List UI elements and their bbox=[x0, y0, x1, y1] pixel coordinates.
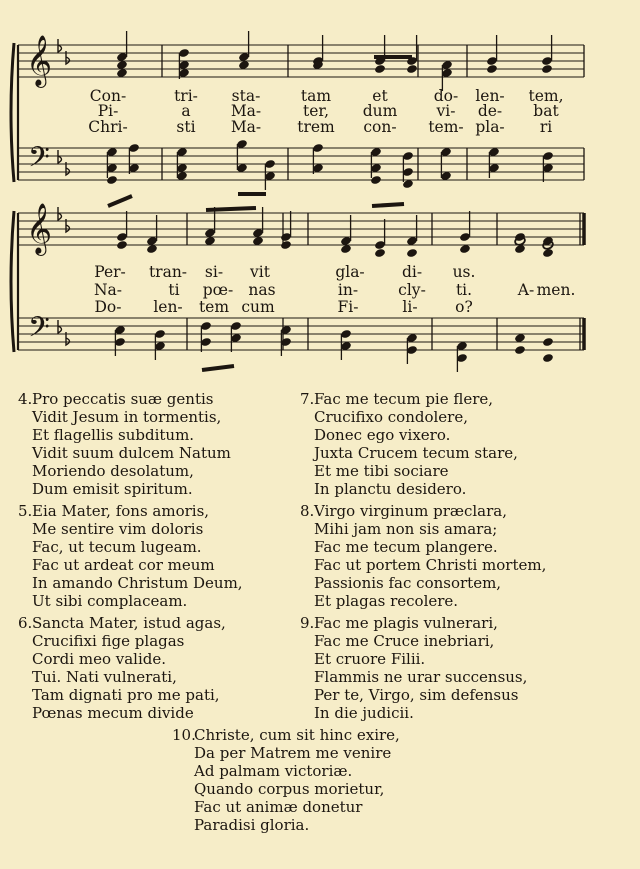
verse-number: 4. bbox=[18, 390, 33, 408]
verse-line bbox=[300, 686, 527, 704]
verse-line bbox=[300, 426, 518, 444]
bass-clef: 𝄢 bbox=[28, 141, 50, 181]
lyric-syllable: Pi- bbox=[97, 102, 119, 120]
verse-line bbox=[300, 390, 518, 408]
verse-text: In planctu desidero. bbox=[314, 480, 467, 498]
verse-line bbox=[172, 744, 400, 762]
verse-text: Fac me plagis vulnerari, bbox=[314, 614, 498, 632]
verse-text: Tam dignati pro me pati, bbox=[32, 686, 220, 704]
verse-line bbox=[172, 780, 400, 798]
verse-line bbox=[18, 592, 243, 610]
verse-line bbox=[300, 614, 527, 632]
lyric-syllable: Do- bbox=[94, 298, 122, 316]
verse-text: In amando Christum Deum, bbox=[32, 574, 243, 592]
lyric-syllable: tam bbox=[300, 87, 332, 105]
verse-text: Pœnas mecum divide bbox=[32, 704, 194, 722]
lyric-syllable: vi- bbox=[436, 102, 456, 120]
verse-text: In die judicii. bbox=[314, 704, 414, 722]
lyric-syllable: nas bbox=[248, 281, 276, 299]
verse-text: Sancta Mater, istud agas, bbox=[32, 614, 226, 632]
lyric-syllable: Per- bbox=[94, 263, 126, 281]
verse-text: Virgo virginum præclara, bbox=[314, 502, 507, 520]
verse-text: Ut sibi complaceam. bbox=[32, 592, 188, 610]
lyric-syllable: sta- bbox=[231, 87, 261, 105]
verse-text: Fac, ut tecum lugeam. bbox=[32, 538, 202, 556]
verse-text: Eia Mater, fons amoris, bbox=[32, 502, 210, 520]
lyric-syllable: ter, bbox=[302, 102, 330, 120]
lyric-syllable: ri bbox=[539, 118, 553, 136]
lyric-syllable: pla- bbox=[475, 118, 505, 136]
verse-text: Me sentire vim doloris bbox=[32, 520, 204, 538]
verse-line bbox=[300, 538, 546, 556]
verse-line bbox=[172, 762, 400, 780]
verse-line bbox=[18, 426, 231, 444]
verse-text: Vidit suum dulcem Natum bbox=[32, 444, 231, 462]
verse-line bbox=[18, 704, 226, 722]
lyric-syllable: si- bbox=[204, 263, 224, 281]
verse-line bbox=[300, 632, 527, 650]
verse-text: Da per Matrem me venire bbox=[194, 744, 392, 762]
verse-text: Tui. Nati vulnerati, bbox=[32, 668, 177, 686]
verse-line bbox=[172, 798, 400, 816]
verse-7 bbox=[300, 390, 518, 498]
verse-number: 8. bbox=[300, 502, 315, 520]
lyric-syllable: di- bbox=[401, 263, 423, 281]
lyric-syllable: Fi- bbox=[337, 298, 359, 316]
verse-line bbox=[18, 480, 231, 498]
verse-text: Quando corpus morietur, bbox=[194, 780, 385, 798]
verse-text: Ad palmam victoriæ. bbox=[194, 762, 353, 780]
treble-clef: 𝄞 bbox=[26, 203, 53, 254]
lyric-syllable: vit bbox=[250, 263, 270, 281]
lyric-syllable: con- bbox=[363, 118, 397, 136]
verse-number: 5. bbox=[18, 502, 33, 520]
verse-line bbox=[18, 668, 226, 686]
lyric-syllable: ti. bbox=[455, 281, 473, 299]
lyric-syllable: tem, bbox=[528, 87, 564, 105]
lyric-syllable: cly- bbox=[398, 281, 426, 299]
verse-10 bbox=[172, 726, 400, 834]
lyric-syllable: et bbox=[372, 87, 388, 105]
verse-text: Vidit Jesum in tormentis, bbox=[32, 408, 222, 426]
verse-number: 6. bbox=[18, 614, 33, 632]
verse-5 bbox=[18, 502, 243, 610]
verse-line bbox=[18, 574, 243, 592]
verse-line bbox=[300, 650, 527, 668]
verse-9 bbox=[300, 614, 527, 722]
lyric-syllable: Con- bbox=[89, 87, 127, 105]
lyric-syllable: A- bbox=[517, 281, 535, 299]
lyric-syllable: Ma- bbox=[230, 102, 262, 120]
verse-line bbox=[18, 444, 231, 462]
verse-line bbox=[18, 390, 231, 408]
verse-text: Juxta Crucem tecum stare, bbox=[314, 444, 518, 462]
verse-text: Donec ego vixero. bbox=[314, 426, 451, 444]
lyric-syllable: de- bbox=[477, 102, 503, 120]
lyric-syllable: tri- bbox=[174, 87, 198, 105]
lyric-syllable: Chri- bbox=[88, 118, 128, 136]
verse-line bbox=[18, 502, 243, 520]
verse-text: Dum emisit spiritum. bbox=[32, 480, 193, 498]
lyric-syllable: us. bbox=[452, 263, 476, 281]
lyric-syllable: li- bbox=[402, 298, 418, 316]
verse-line bbox=[172, 726, 400, 744]
verse-number: 7. bbox=[300, 390, 315, 408]
verse-text: Et flagellis subditum. bbox=[32, 426, 195, 444]
lyric-syllable: Ma- bbox=[230, 118, 262, 136]
verse-line bbox=[300, 556, 546, 574]
lyric-syllable: tem- bbox=[428, 118, 464, 136]
verse-text: Et cruore Filii. bbox=[314, 650, 426, 668]
verse-text: Paradisi gloria. bbox=[194, 816, 310, 834]
verse-line bbox=[18, 650, 226, 668]
lyric-syllable: sti bbox=[176, 118, 196, 136]
lyric-syllable: gla- bbox=[335, 263, 365, 281]
verse-line bbox=[300, 444, 518, 462]
verse-line bbox=[18, 520, 243, 538]
verse-line bbox=[18, 538, 243, 556]
verse-text: Fac me tecum pie flere, bbox=[314, 390, 494, 408]
verse-line bbox=[18, 408, 231, 426]
lyric-syllable: trem bbox=[297, 118, 335, 136]
verse-number: 10. bbox=[172, 726, 196, 744]
verse-text: Crucifixo condolere, bbox=[314, 408, 468, 426]
lyric-syllable: dum bbox=[362, 102, 398, 120]
lyric-syllable: a bbox=[181, 102, 191, 120]
lyric-syllable: o? bbox=[455, 298, 473, 316]
treble-clef: 𝄞 bbox=[26, 35, 53, 86]
verse-text: Fac me Cruce inebriari, bbox=[314, 632, 495, 650]
verse-text: Fac ut portem Christi mortem, bbox=[314, 556, 547, 574]
verse-text: Fac me tecum plangere. bbox=[314, 538, 498, 556]
verse-line bbox=[18, 462, 231, 480]
lyric-syllable: len- bbox=[475, 87, 505, 105]
verse-line bbox=[300, 408, 518, 426]
verse-line bbox=[300, 592, 546, 610]
lyric-syllable: Na- bbox=[93, 281, 123, 299]
verse-text: Per te, Virgo, sim defensus bbox=[314, 686, 519, 704]
verse-text: Fac ut ardeat cor meum bbox=[32, 556, 215, 574]
verse-line bbox=[300, 462, 518, 480]
verse-text: Pro peccatis suæ gentis bbox=[32, 390, 214, 408]
verse-text: Flammis ne urar succensus, bbox=[314, 668, 528, 686]
lyric-syllable: cum bbox=[241, 298, 275, 316]
lyric-syllable: do- bbox=[433, 87, 459, 105]
verse-line bbox=[18, 556, 243, 574]
verse-text: Mihi jam non sis amara; bbox=[314, 520, 498, 538]
verse-line bbox=[18, 686, 226, 704]
verse-line bbox=[300, 520, 546, 538]
verse-text: Crucifixi fige plagas bbox=[32, 632, 185, 650]
bass-clef: 𝄢 bbox=[28, 311, 50, 351]
lyric-syllable: len- bbox=[153, 298, 183, 316]
verse-line bbox=[300, 668, 527, 686]
lyric-syllable: pœ- bbox=[202, 281, 234, 299]
lyric-syllable: bat bbox=[533, 102, 559, 120]
verse-8 bbox=[300, 502, 546, 610]
verse-text: Christe, cum sit hinc exire, bbox=[194, 726, 400, 744]
verse-line bbox=[18, 614, 226, 632]
verse-text: Cordi meo valide. bbox=[32, 650, 167, 668]
verse-line bbox=[18, 632, 226, 650]
verse-4 bbox=[18, 390, 231, 498]
verse-line bbox=[300, 502, 546, 520]
lyric-syllable: ti bbox=[168, 281, 180, 299]
lyric-syllable: in- bbox=[337, 281, 359, 299]
verse-6 bbox=[18, 614, 226, 722]
verse-line bbox=[172, 816, 400, 834]
verse-text: Et plagas recolere. bbox=[314, 592, 459, 610]
verse-text: Et me tibi sociare bbox=[314, 462, 449, 480]
lyric-syllable: tem bbox=[198, 298, 230, 316]
verse-line bbox=[300, 704, 527, 722]
verse-text: Fac ut animæ donetur bbox=[194, 798, 363, 816]
verse-text: Moriendo desolatum, bbox=[32, 462, 194, 480]
verse-line bbox=[300, 574, 546, 592]
verse-line bbox=[300, 480, 518, 498]
lyric-syllable: tran- bbox=[148, 263, 188, 281]
verse-text: Passionis fac consortem, bbox=[314, 574, 502, 592]
lyric-syllable: men. bbox=[536, 281, 576, 299]
verse-number: 9. bbox=[300, 614, 315, 632]
